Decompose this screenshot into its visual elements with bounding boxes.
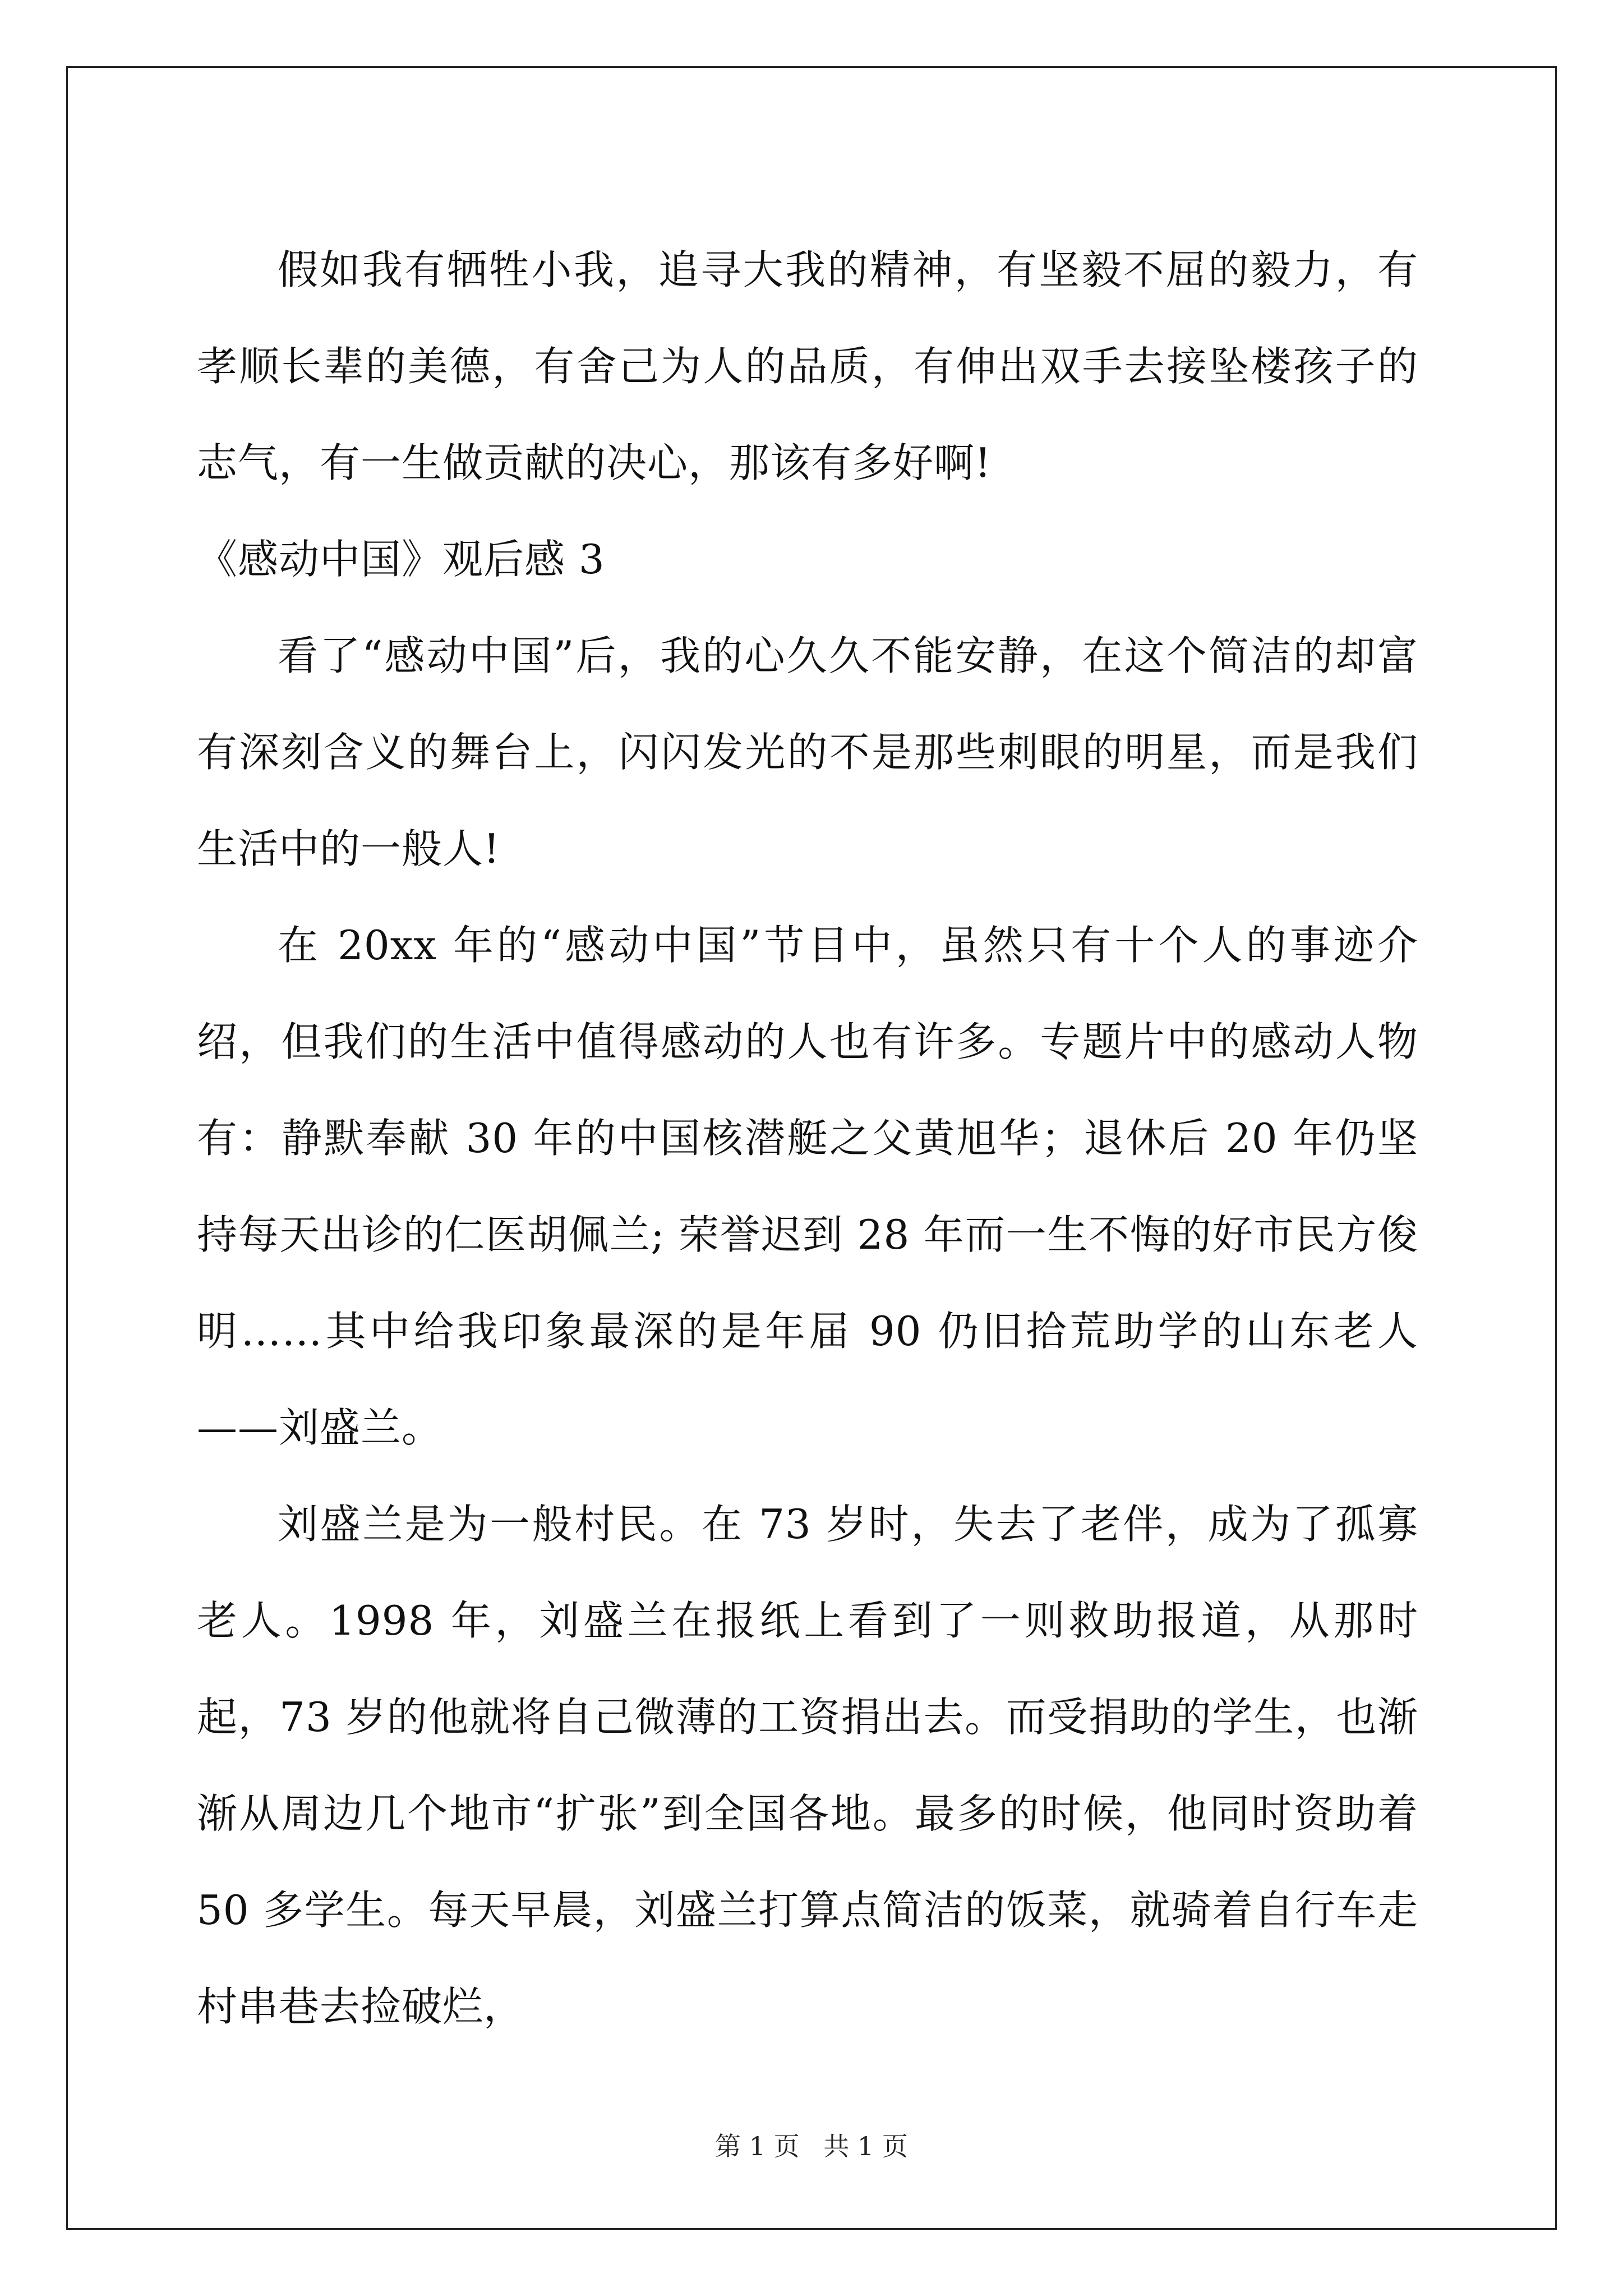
page-footer bbox=[0, 2129, 1623, 2163]
page-number: 第 1 页 bbox=[715, 2131, 800, 2161]
document-body bbox=[197, 222, 1418, 2055]
paragraph-2: 看了“感动中国”后，我的心久久不能安静，在这个简洁的却富有深刻含义的舞台上，闪闪发光的不是那些刺眼的明星，而是我们生活中的一般人! bbox=[197, 632, 1418, 872]
paragraph-1: 假如我有牺牲小我，追寻大我的精神，有坚毅不屈的毅力，有孝顺长辈的美德，有舍己为人的品质，有伸出双手去接坠楼孩子的志气，有一生做贡献的决心，那该有多好啊! bbox=[197, 246, 1418, 486]
page-total: 共 1 页 bbox=[823, 2131, 908, 2161]
paragraph-3: 在 20xx 年的“感动中国”节目中，虽然只有十个人的事迹介绍，但我们的生活中值得感动的人也有许多。专题片中的感动人物有：静默奉献 30 年的中国核潜艇之父黄旭华；退休后 20 年仍坚持每天出诊的仁医胡佩兰; 荣誉迟到 28 年而一生不悔的好市民方俊明……其中给我印象最深的是年届 90 仍旧拾荒助学的山东老人——刘盛兰。 bbox=[197, 922, 1418, 1451]
section-heading: 《感动中国》观后感 3 bbox=[197, 536, 605, 583]
paragraph-4: 刘盛兰是为一般村民。在 73 岁时，失去了老伴，成为了孤寡老人。1998 年，刘盛兰在报纸上看到了一则救助报道，从那时起，73 岁的他就将自己微薄的工资捐出去。而受捐助的学生，也渐渐从周边几个地市“扩张”到全国各地。最多的时候，他同时资助着 50 多学生。每天早晨，刘盛兰打算点简洁的饭菜，就骑着自行车走村串巷去捡破烂， bbox=[197, 1501, 1418, 2030]
